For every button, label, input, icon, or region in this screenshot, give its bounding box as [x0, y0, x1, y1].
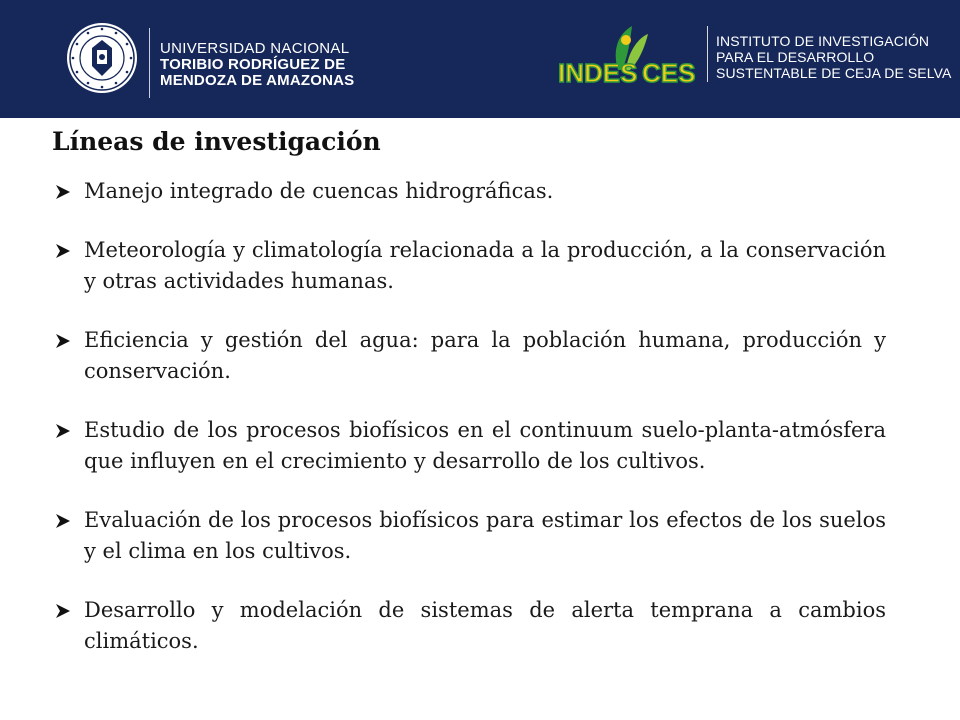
- list-item: [54, 176, 886, 207]
- arrowhead-bullet-icon: [54, 183, 72, 201]
- arrowhead-bullet-icon: [54, 242, 72, 260]
- list-item-text: Manejo integrado de cuencas hidrográficas.: [84, 179, 554, 203]
- list-item: [54, 505, 886, 567]
- university-name-line2: TORIBIO RODRÍGUEZ DE: [160, 56, 346, 73]
- logo-text-left: INDES: [558, 58, 638, 88]
- university-name-line3: MENDOZA DE AMAZONAS: [160, 72, 355, 89]
- university-divider: [149, 28, 150, 98]
- indes-ces-logo: [556, 20, 696, 90]
- institute-divider: [707, 26, 708, 82]
- list-item-text: Estudio de los procesos biofísicos en el continuum suelo-planta-atmósfera que influyen en el crecimiento y desarrollo de los cultivos.: [84, 418, 886, 473]
- list-item-text: Eficiencia y gestión del agua: para la población humana, producción y conservación.: [84, 328, 886, 383]
- university-seal-icon: [66, 22, 138, 94]
- institute-name-line2: PARA EL DESARROLLO: [716, 49, 875, 65]
- arrowhead-bullet-icon: [54, 332, 72, 350]
- page-title: Líneas de investigación: [52, 127, 381, 156]
- list-item: [54, 415, 886, 477]
- institute-name: [716, 33, 951, 81]
- header-band: [0, 0, 960, 118]
- list-item: [54, 325, 886, 387]
- list-item-text: Evaluación de los procesos biofísicos para estimar los efectos de los suelos y el clima en los cultivos.: [84, 508, 886, 563]
- list-item-text: Meteorología y climatología relacionada a la producción, a la conservación y otras actividades humanas.: [84, 238, 886, 293]
- university-name: [160, 41, 354, 89]
- university-name-line1: UNIVERSIDAD NACIONAL: [160, 40, 350, 57]
- institute-name-line1: INSTITUTO DE INVESTIGACIÓN: [716, 33, 930, 49]
- institute-name-line3: SUSTENTABLE DE CEJA DE SELVA: [716, 65, 952, 81]
- logo-text-right: CES: [642, 58, 696, 88]
- arrowhead-bullet-icon: [54, 422, 72, 440]
- list-item-text: Desarrollo y modelación de sistemas de alerta temprana a cambios climáticos.: [84, 598, 886, 653]
- list-item: [54, 595, 886, 657]
- arrowhead-bullet-icon: [54, 512, 72, 530]
- arrowhead-bullet-icon: [54, 602, 72, 620]
- research-lines-list: [54, 176, 886, 685]
- list-item: [54, 235, 886, 297]
